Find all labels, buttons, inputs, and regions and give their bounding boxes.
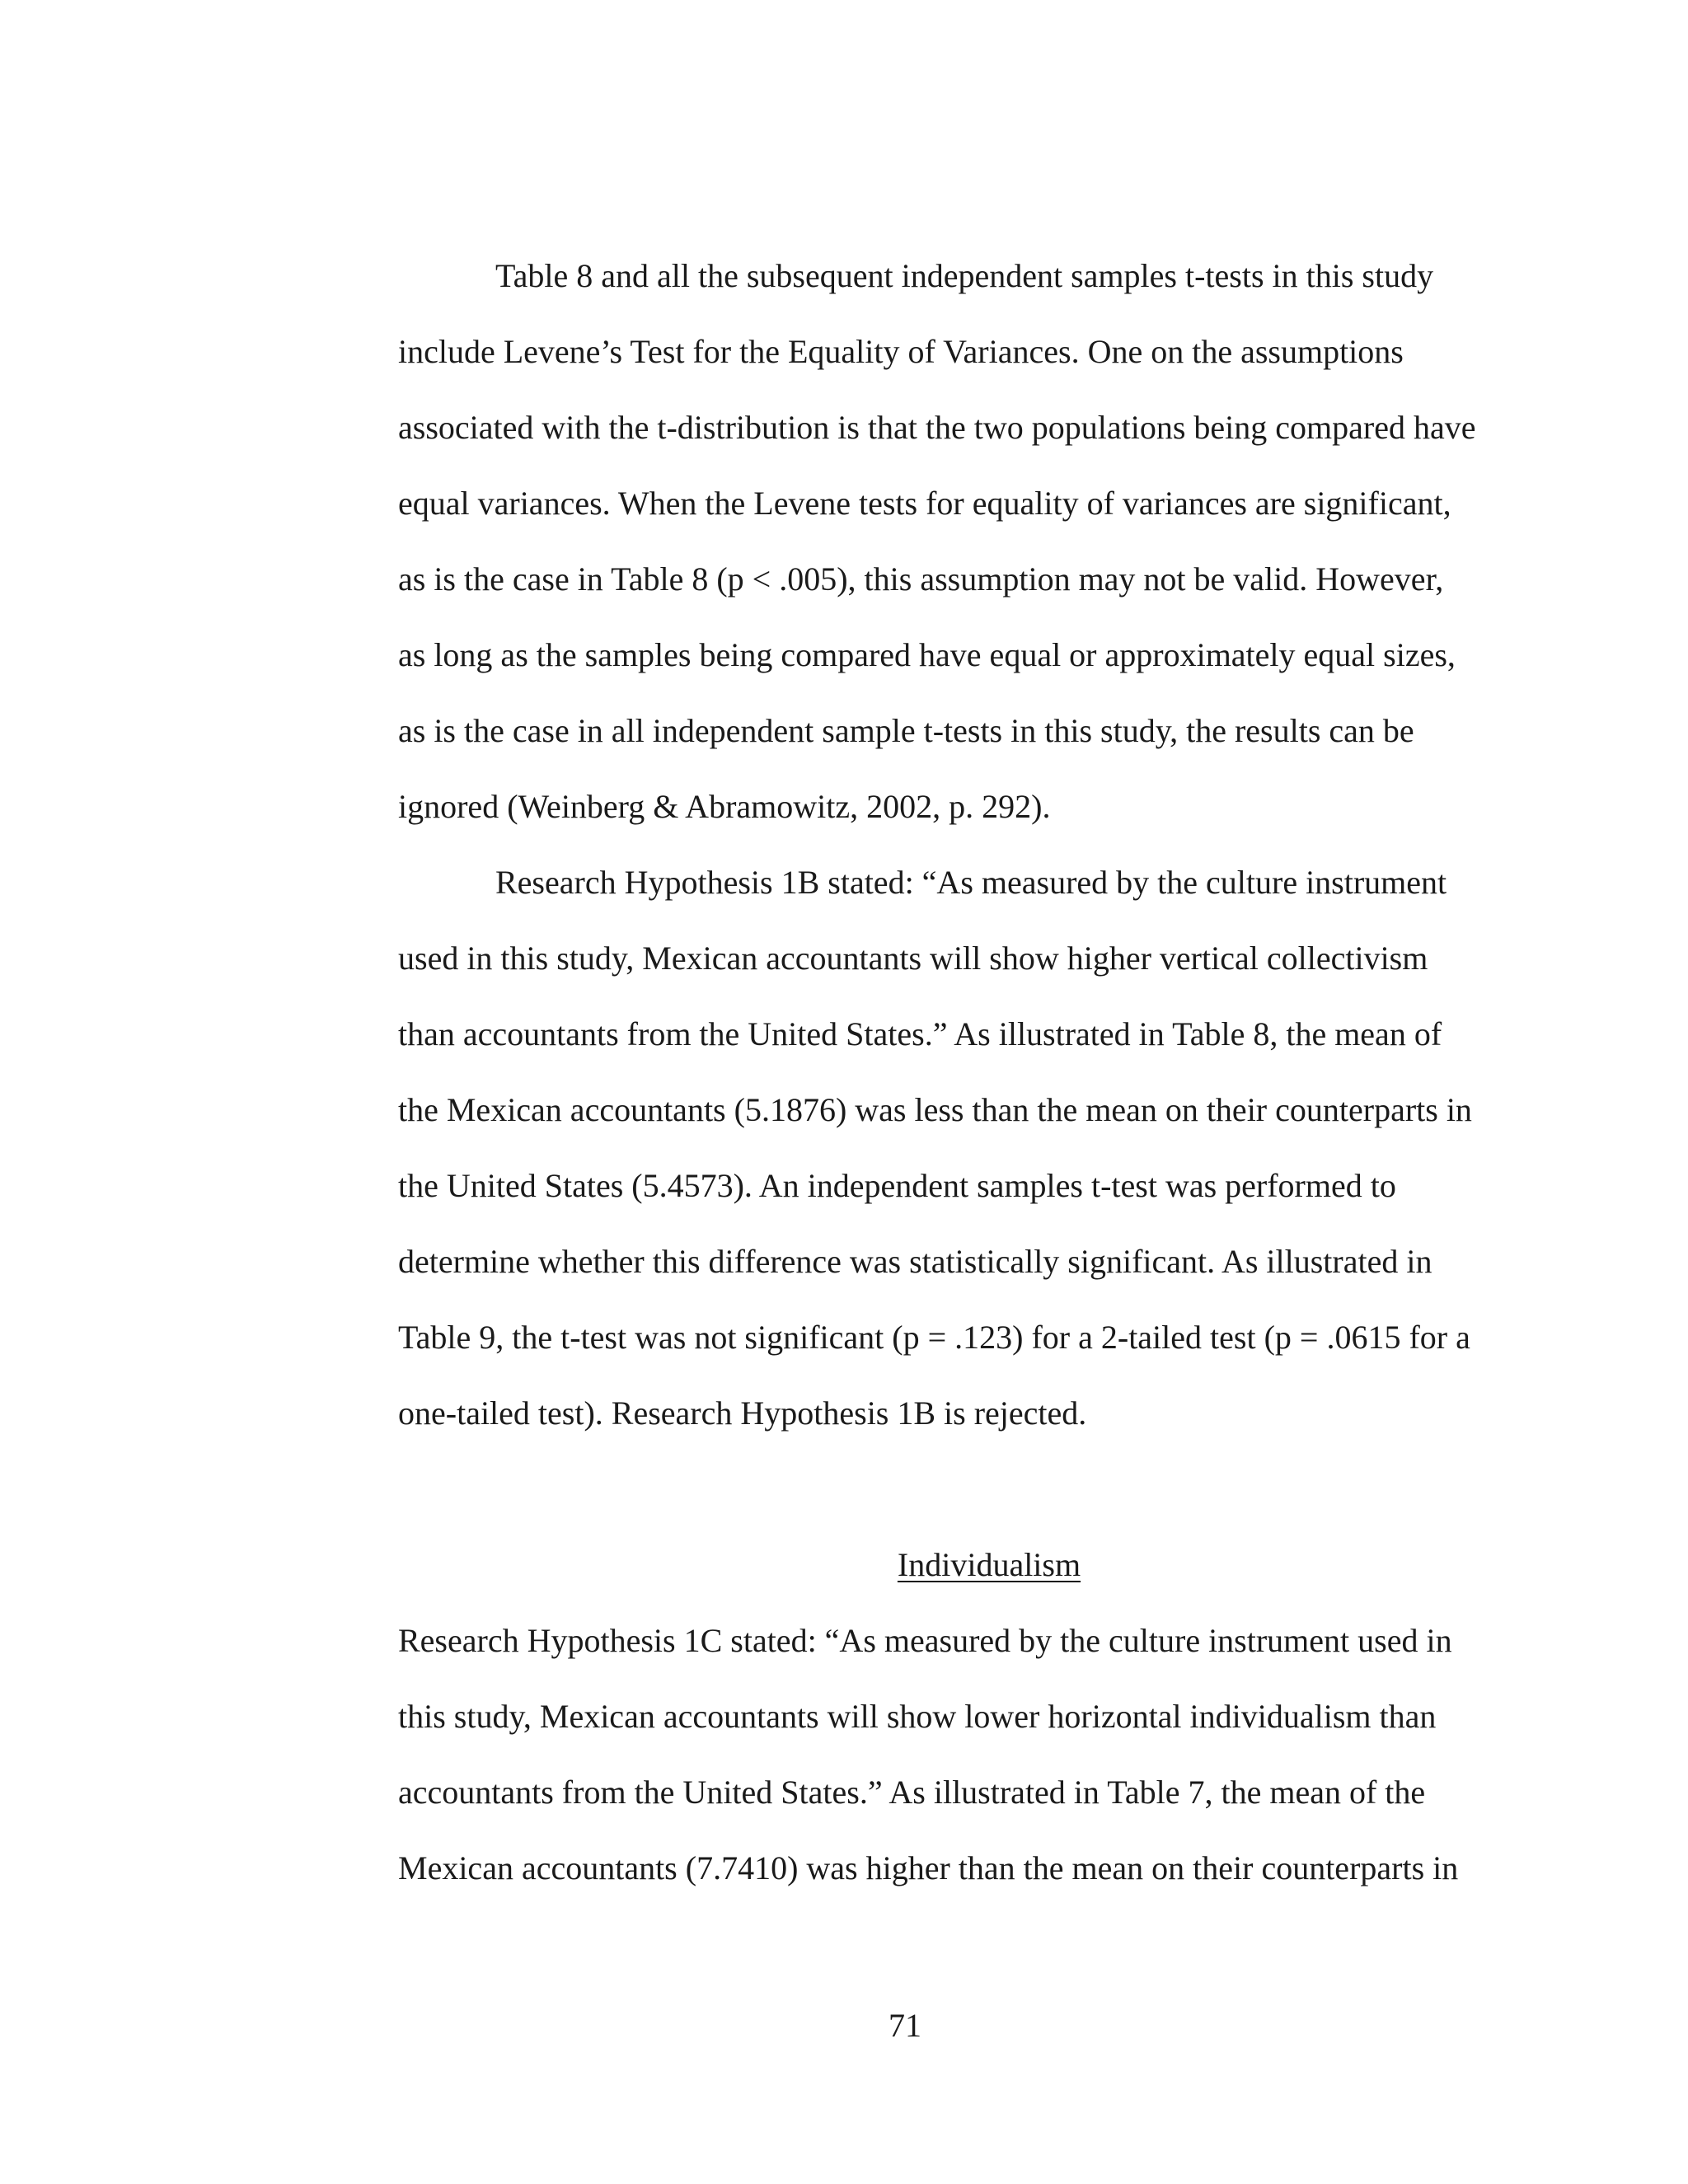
paragraph-2-line-4: the Mexican accountants (5.1876) was less than the mean on their counterparts in (398, 1091, 1472, 1128)
paragraph-1-line-8: ignored (Weinberg & Abramowitz, 2002, p. 292). (398, 788, 1051, 825)
section-paragraph-line-2: this study, Mexican accountants will show lower horizontal individualism than (398, 1698, 1437, 1735)
paragraph-2-line-3: than accountants from the United States.” As illustrated in Table 8, the mean of (398, 1015, 1442, 1052)
paragraph-2-line-1: Research Hypothesis 1B stated: “As measured by the culture instrument (495, 864, 1447, 901)
paragraph-2-line-6: determine whether this difference was statistically significant. As illustrated in (398, 1243, 1432, 1280)
paragraph-1-line-3: associated with the t-distribution is that the two populations being compared have (398, 409, 1476, 446)
section-paragraph-line-4: Mexican accountants (7.7410) was higher than the mean on their counterparts in (398, 1849, 1459, 1886)
section-paragraph-line-1: Research Hypothesis 1C stated: “As measured by the culture instrument used in (398, 1622, 1452, 1659)
paragraph-2-line-2: used in this study, Mexican accountants will show higher vertical collectivism (398, 940, 1428, 977)
paragraph-2-line-5: the United States (5.4573). An independent samples t-test was performed to (398, 1167, 1396, 1204)
section-heading: Individualism (897, 1546, 1081, 1583)
paragraph-1-line-2: include Levene’s Test for the Equality of Variances. One on the assumptions (398, 333, 1404, 370)
paragraph-1-line-6: as long as the samples being compared have equal or approximately equal sizes, (398, 636, 1456, 673)
paragraph-1-line-1: Table 8 and all the subsequent independent samples t-tests in this study (495, 257, 1434, 294)
paragraph-1-line-7: as is the case in all independent sample t-tests in this study, the results can be (398, 712, 1414, 749)
paragraph-2-line-7: Table 9, the t-test was not significant (p = .123) for a 2-tailed test (p = .0615 for a (398, 1319, 1470, 1356)
page-number: 71 (889, 2007, 921, 2044)
paragraph-2-line-8: one-tailed test). Research Hypothesis 1B is rejected. (398, 1394, 1087, 1432)
section-paragraph-line-3: accountants from the United States.” As illustrated in Table 7, the mean of the (398, 1774, 1426, 1811)
paragraph-1-line-4: equal variances. When the Levene tests for equality of variances are significant, (398, 485, 1451, 522)
paragraph-1-line-5: as is the case in Table 8 (p < .005), this assumption may not be valid. However, (398, 560, 1444, 598)
